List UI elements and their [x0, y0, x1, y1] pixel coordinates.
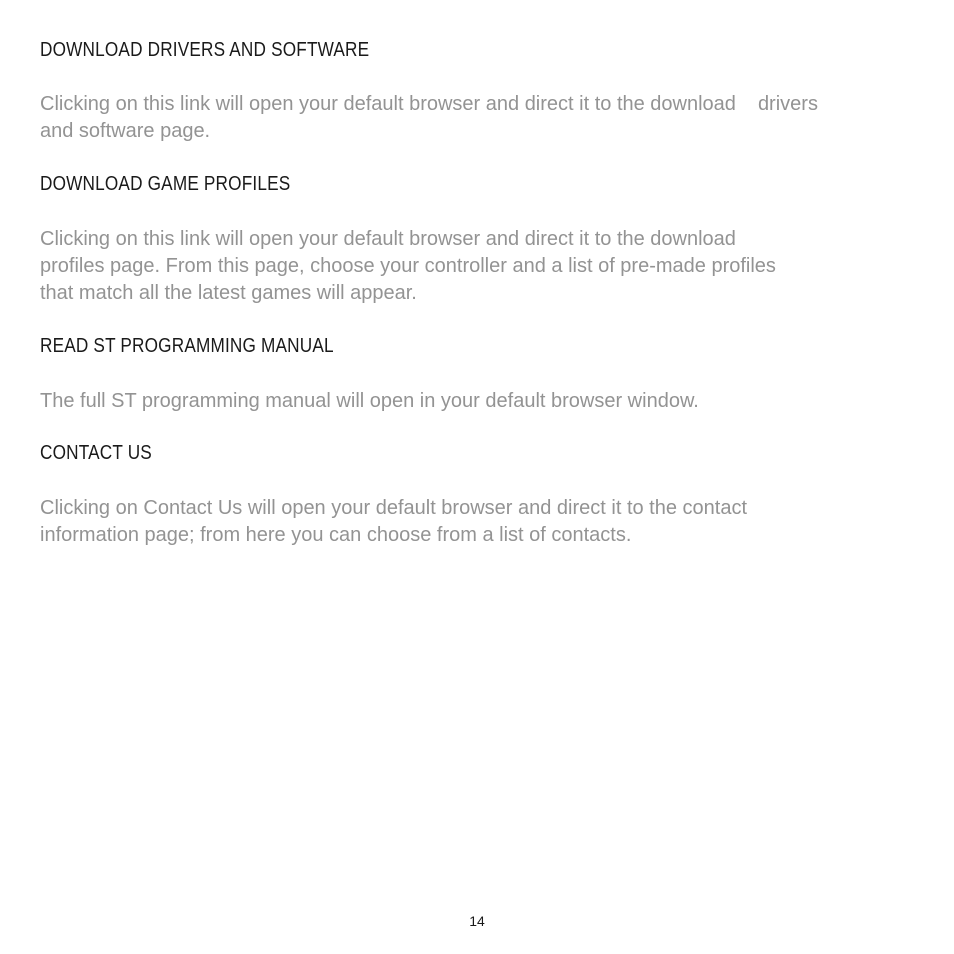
paragraph-download-game-profiles: [40, 226, 776, 307]
paragraph-line: and software page.: [40, 120, 211, 142]
page-number: 14: [469, 913, 485, 929]
paragraph-contact-us: [40, 495, 747, 549]
paragraph-line: Clicking on this link will open your default browser and direct it to the download: [40, 228, 736, 250]
paragraph-line: that match all the latest games will appear.: [40, 282, 417, 304]
paragraph-download-drivers: [40, 91, 818, 145]
paragraph-line: The full ST programming manual will open in your default browser window.: [40, 390, 699, 412]
heading-read-st-programming-manual: READ ST PROGRAMMING MANUAL: [40, 335, 334, 357]
paragraph-read-st-programming-manual: [40, 388, 699, 415]
paragraph-line: information page; from here you can choose from a list of contacts.: [40, 524, 632, 546]
paragraph-line: Clicking on Contact Us will open your default browser and direct it to the contact: [40, 497, 748, 519]
heading-contact-us: CONTACT US: [40, 442, 152, 464]
heading-download-drivers: DOWNLOAD DRIVERS AND SOFTWARE: [40, 39, 370, 61]
heading-download-game-profiles: DOWNLOAD GAME PROFILES: [40, 173, 291, 195]
paragraph-line: profiles page. From this page, choose your controller and a list of pre-made profiles: [40, 255, 776, 277]
paragraph-line: Clicking on this link will open your default browser and direct it to the download drivers: [40, 93, 818, 115]
